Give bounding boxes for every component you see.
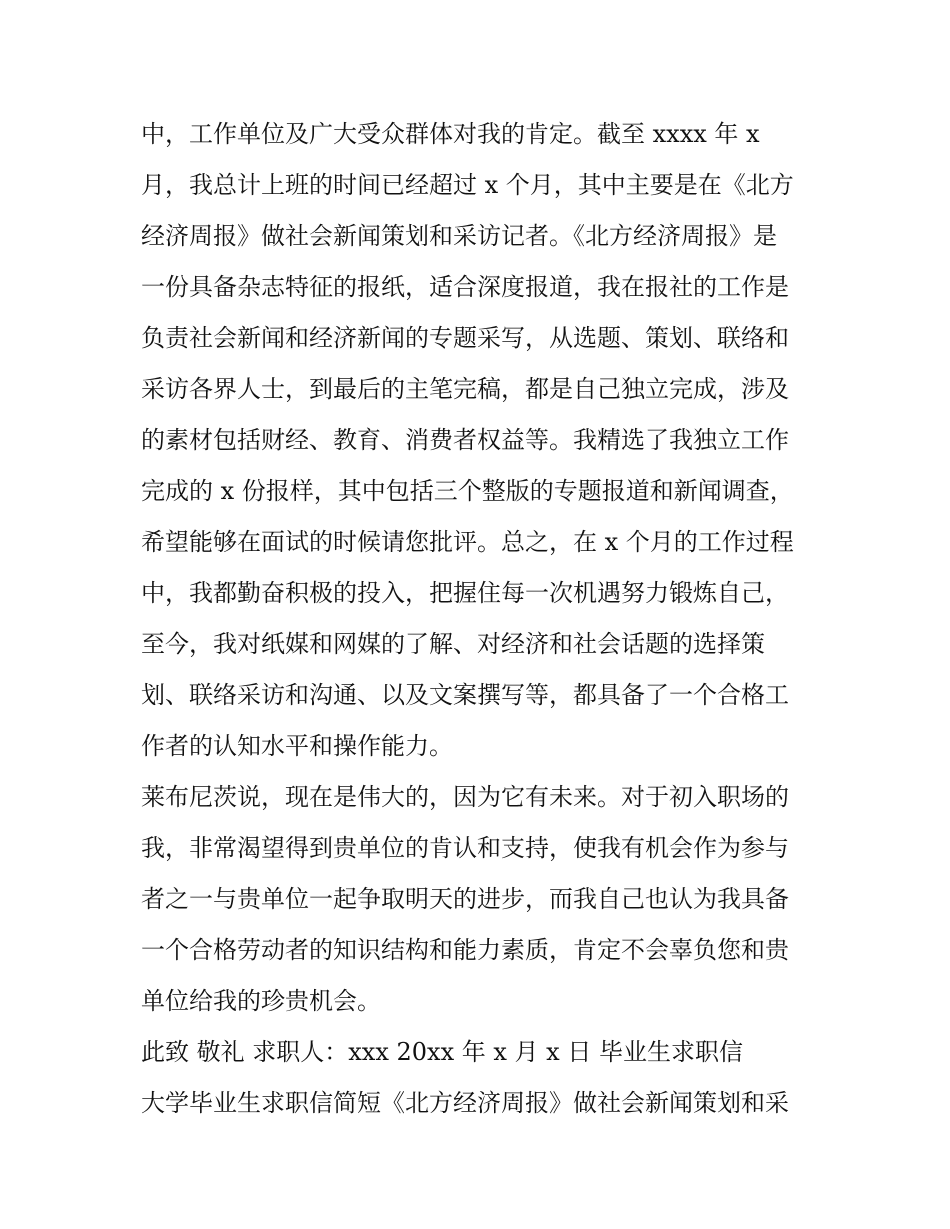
- text-line: 我，非常渴望得到贵单位的肯认和支持，使我有机会作为参与: [141, 834, 789, 862]
- text-line: 的素材包括财经、教育、消费者权益等。我精选了我独立工作: [141, 426, 789, 454]
- text-line: 至今，我对纸媒和网媒的了解、对经济和社会话题的选择策: [141, 630, 765, 658]
- closing-line: 此致 敬礼 求职人：xxx 20xx 年 x 月 x 日 毕业生求职信: [141, 1038, 743, 1066]
- text-line: 一个合格劳动者的知识结构和能力素质，肯定不会辜负您和贵: [141, 936, 789, 964]
- text-line: 中，我都勤奋积极的投入，把握住每一次机遇努力锻炼自己，: [141, 579, 789, 607]
- text-line: 中，工作单位及广大受众群体对我的肯定。截至 xxxx 年 x: [141, 120, 760, 148]
- text-line: 完成的 x 份报样，其中包括三个整版的专题报道和新闻调查，: [141, 477, 794, 505]
- text-line: 负责社会新闻和经济新闻的专题采写，从选题、策划、联络和: [141, 324, 789, 352]
- text-line: 一份具备杂志特征的报纸，适合深度报道，我在报社的工作是: [141, 273, 789, 301]
- text-line: 希望能够在面试的时候请您批评。总之，在 x 个月的工作过程: [141, 528, 794, 556]
- text-line: 采访各界人士，到最后的主笔完稿，都是自己独立完成，涉及: [141, 375, 789, 403]
- text-line: 月，我总计上班的时间已经超过 x 个月，其中主要是在《北方: [141, 171, 794, 199]
- text-line: 大学毕业生求职信简短《北方经济周报》做社会新闻策划和采: [141, 1089, 789, 1117]
- text-line: 经济周报》做社会新闻策划和采访记者。《北方经济周报》是: [141, 222, 777, 250]
- letter-body: [141, 109, 821, 1129]
- text-line: 莱布尼茨说，现在是伟大的，因为它有未来。对于初入职场的: [141, 783, 789, 811]
- text-line: 作者的认知水平和操作能力。: [141, 732, 453, 760]
- text-line: 单位给我的珍贵机会。: [141, 987, 381, 1015]
- text-line: 者之一与贵单位一起争取明天的进步，而我自己也认为我具备: [141, 885, 789, 913]
- text-line: 划、联络采访和沟通、以及文案撰写等，都具备了一个合格工: [141, 681, 789, 709]
